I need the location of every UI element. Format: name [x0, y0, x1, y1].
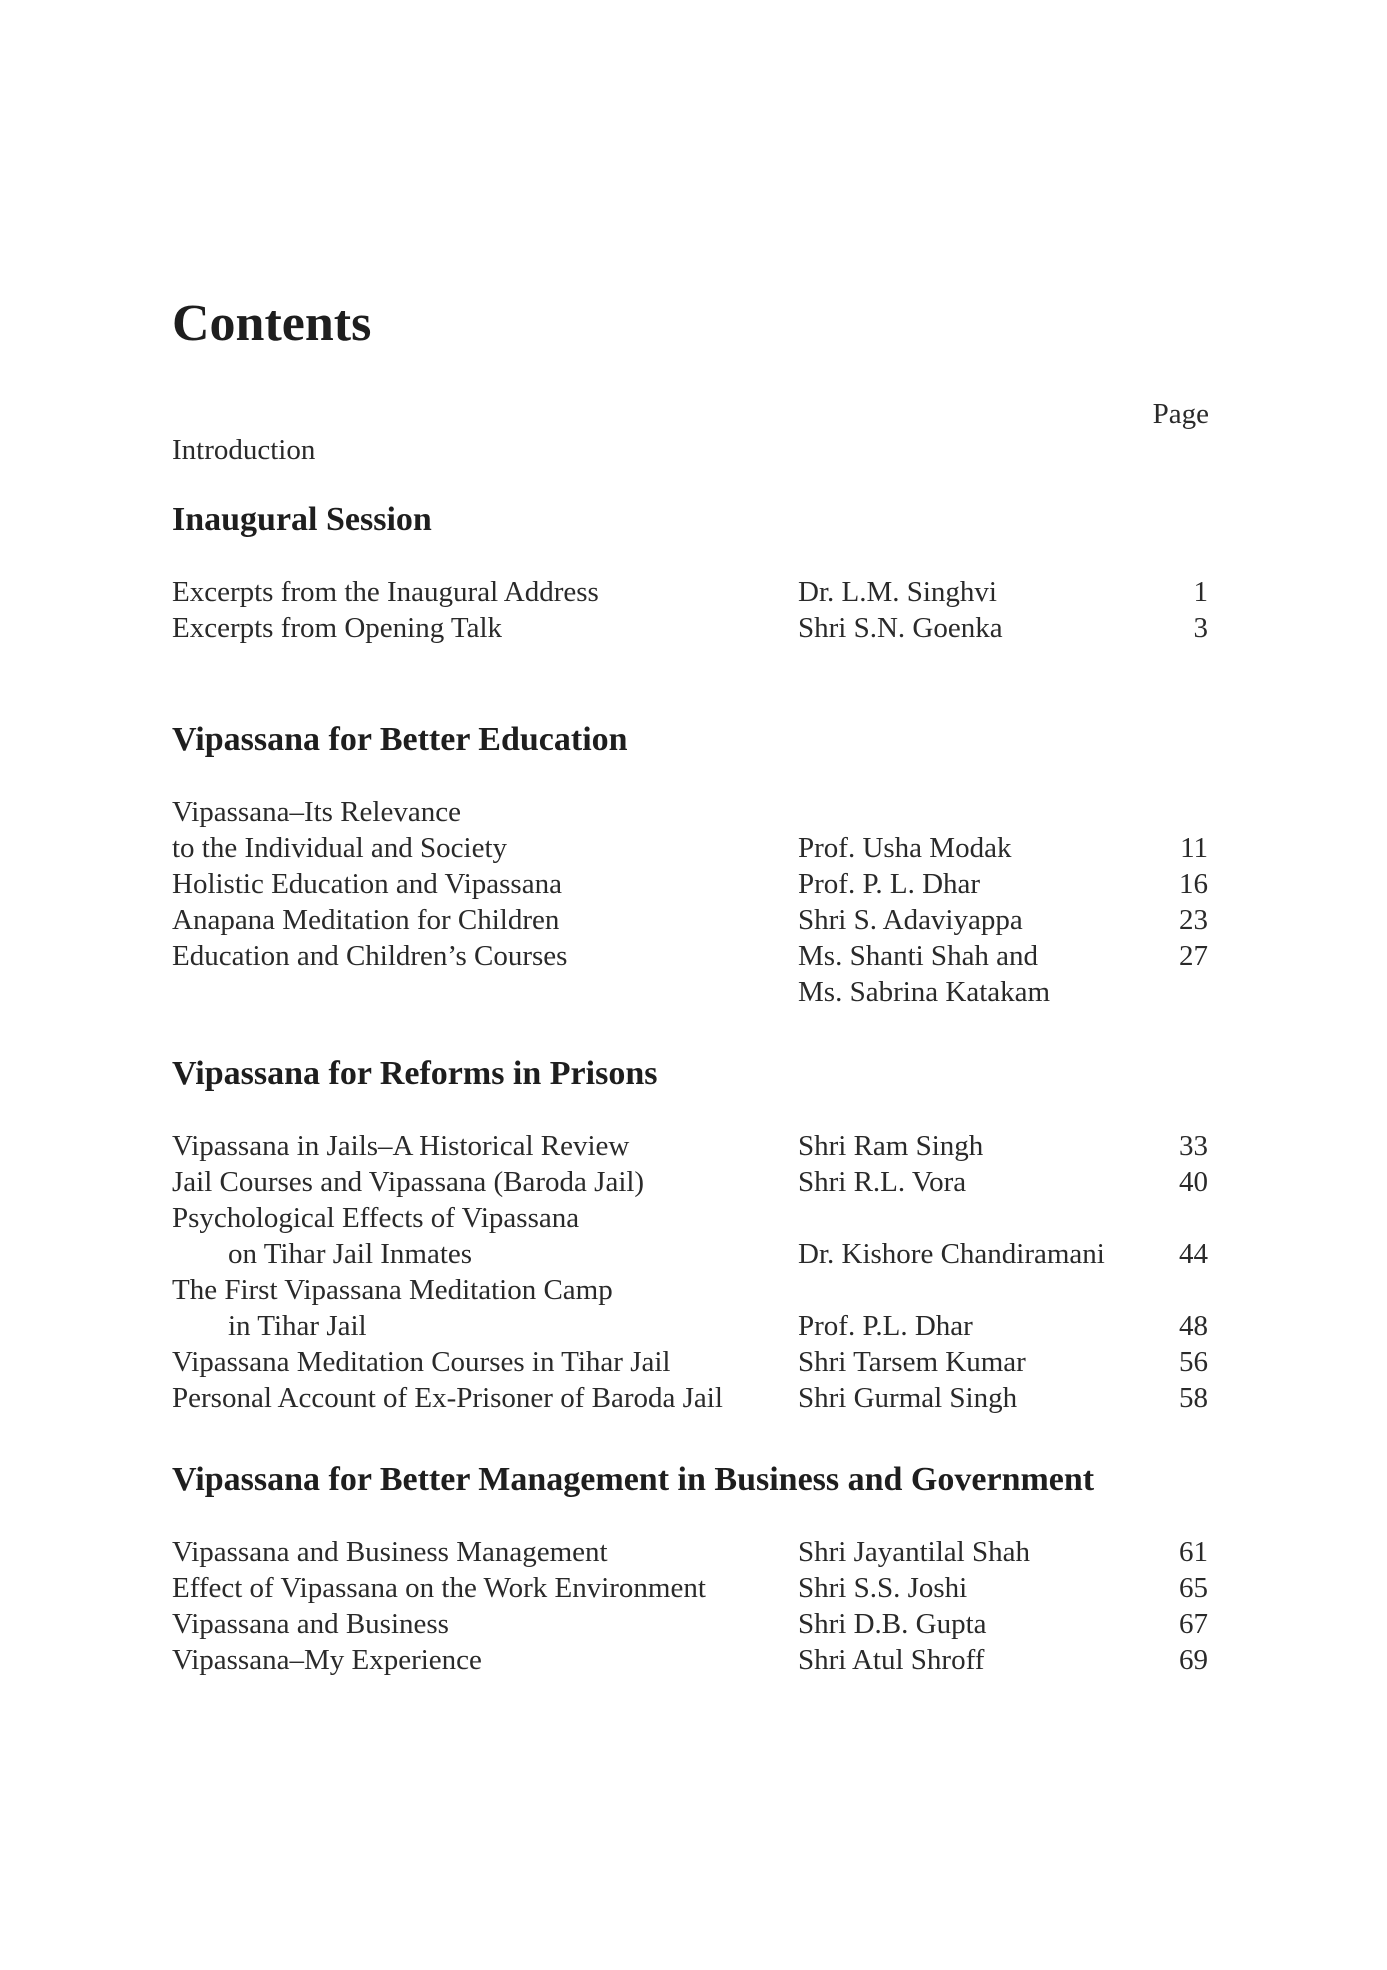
entry-page-number: 3: [1193, 612, 1208, 644]
entry-author: Shri S. Adaviyappa: [798, 904, 1023, 936]
toc-entry-line: [172, 830, 1272, 866]
section-better-education: [172, 720, 1272, 1010]
entry-title: Excerpts from Opening Talk: [172, 612, 503, 644]
toc-entry: [172, 902, 1272, 938]
entry-title: Vipassana–Its Relevance: [172, 796, 461, 828]
entry-author: Shri D.B. Gupta: [798, 1608, 987, 1640]
toc-entry-line: [172, 1534, 1272, 1570]
toc-entry-line: [172, 866, 1272, 902]
toc-entry-line: [172, 1570, 1272, 1606]
toc-entry: [172, 1272, 1272, 1344]
toc-entry: [172, 1128, 1272, 1164]
entry-title: Jail Courses and Vipassana (Baroda Jail): [172, 1166, 645, 1198]
entry-author: Shri Jayantilal Shah: [798, 1536, 1030, 1568]
section-better-management: [172, 1460, 1272, 1678]
entry-author: Ms. Sabrina Katakam: [798, 976, 1051, 1008]
toc-entry-line: [172, 610, 1272, 646]
toc-entry: [172, 1642, 1272, 1678]
introduction-entry: Introduction: [172, 434, 316, 466]
entry-page-number: 27: [1179, 940, 1208, 972]
entry-title: Holistic Education and Vipassana: [172, 868, 562, 900]
entry-page-number: 23: [1179, 904, 1208, 936]
toc-entry-line: [172, 902, 1272, 938]
entry-page-number: 40: [1179, 1166, 1208, 1198]
entry-author: Shri Gurmal Singh: [798, 1382, 1018, 1414]
toc-entry-line: [172, 1380, 1272, 1416]
toc-entry: [172, 938, 1272, 1010]
section-entries: [172, 574, 1272, 646]
toc-entry: [172, 866, 1272, 902]
entry-title: in Tihar Jail: [228, 1310, 367, 1342]
toc-entry: [172, 1344, 1272, 1380]
entry-author: Ms. Shanti Shah and: [798, 940, 1039, 972]
toc-entry-line: [172, 1344, 1272, 1380]
entry-title: Anapana Meditation for Children: [172, 904, 560, 936]
entry-page-number: 61: [1179, 1536, 1208, 1568]
entry-page-number: 69: [1179, 1644, 1208, 1676]
entry-author: Dr. L.M. Singhvi: [798, 576, 997, 608]
entry-title: Excerpts from the Inaugural Address: [172, 576, 599, 608]
section-inaugural-session: [172, 500, 1272, 646]
section-heading: Vipassana for Better Education: [172, 721, 628, 758]
toc-entry-line: [172, 938, 1272, 974]
entry-page-number: 33: [1179, 1130, 1208, 1162]
entry-page-number: 48: [1179, 1310, 1208, 1342]
section-heading: Inaugural Session: [172, 501, 432, 538]
toc-entry-line: [172, 1128, 1272, 1164]
entry-title: Vipassana Meditation Courses in Tihar Jail: [172, 1346, 671, 1378]
toc-entry-line: [172, 1164, 1272, 1200]
toc-entry-line: [172, 1200, 1272, 1236]
entry-page-number: 67: [1179, 1608, 1208, 1640]
toc-entry: [172, 1606, 1272, 1642]
entry-author: Shri S.S. Joshi: [798, 1572, 968, 1604]
entry-page-number: 44: [1179, 1238, 1208, 1270]
page-column-label: Page: [1152, 398, 1209, 430]
toc-entry-line: [172, 1272, 1272, 1308]
toc-entry: [172, 1380, 1272, 1416]
entry-author: Prof. P.L. Dhar: [798, 1310, 973, 1342]
toc-entry: [172, 610, 1272, 646]
section-entries: [172, 1534, 1272, 1678]
entry-page-number: 56: [1179, 1346, 1208, 1378]
entry-title: Education and Children’s Courses: [172, 940, 568, 972]
entry-title: Vipassana–My Experience: [172, 1644, 482, 1676]
entry-author: Shri Tarsem Kumar: [798, 1346, 1026, 1378]
entry-author: Shri Atul Shroff: [798, 1644, 985, 1676]
toc-entry-line: [172, 1236, 1272, 1272]
entry-page-number: 58: [1179, 1382, 1208, 1414]
toc-entry-line: [172, 574, 1272, 610]
entry-title: to the Individual and Society: [172, 832, 508, 864]
entry-title: Vipassana and Business: [172, 1608, 449, 1640]
page-title: Contents: [172, 295, 372, 352]
toc-entry: [172, 574, 1272, 610]
section-heading: Vipassana for Reforms in Prisons: [172, 1055, 658, 1092]
entry-author: Prof. Usha Modak: [798, 832, 1012, 864]
toc-entry-line: [172, 974, 1272, 1010]
entry-author: Shri Ram Singh: [798, 1130, 984, 1162]
toc-entry-line: [172, 794, 1272, 830]
entry-title: on Tihar Jail Inmates: [228, 1238, 473, 1270]
entry-page-number: 1: [1193, 576, 1208, 608]
section-reforms-in-prisons: [172, 1054, 1272, 1416]
entry-title: Personal Account of Ex-Prisoner of Baroda Jail: [172, 1382, 723, 1414]
toc-entry: [172, 1164, 1272, 1200]
entry-page-number: 11: [1180, 832, 1208, 864]
toc-entry: [172, 1534, 1272, 1570]
entry-author: Shri R.L. Vora: [798, 1166, 967, 1198]
toc-entry-line: [172, 1308, 1272, 1344]
entry-author: Shri S.N. Goenka: [798, 612, 1003, 644]
entry-page-number: 16: [1179, 868, 1208, 900]
toc-entry: [172, 794, 1272, 866]
section-heading: Vipassana for Better Management in Business and Government: [172, 1461, 1095, 1498]
section-entries: [172, 1128, 1272, 1416]
entry-title: Vipassana in Jails–A Historical Review: [172, 1130, 630, 1162]
entry-title: Psychological Effects of Vipassana: [172, 1202, 580, 1234]
entry-page-number: 65: [1179, 1572, 1208, 1604]
entry-author: Dr. Kishore Chandiramani: [798, 1238, 1105, 1270]
entry-title: Effect of Vipassana on the Work Environment: [172, 1572, 706, 1604]
entry-author: Prof. P. L. Dhar: [798, 868, 981, 900]
toc-entry-line: [172, 1642, 1272, 1678]
toc-entry: [172, 1570, 1272, 1606]
section-entries: [172, 794, 1272, 1010]
toc-entry-line: [172, 1606, 1272, 1642]
entry-title: The First Vipassana Meditation Camp: [172, 1274, 613, 1306]
toc-entry: [172, 1200, 1272, 1272]
entry-title: Vipassana and Business Management: [172, 1536, 608, 1568]
